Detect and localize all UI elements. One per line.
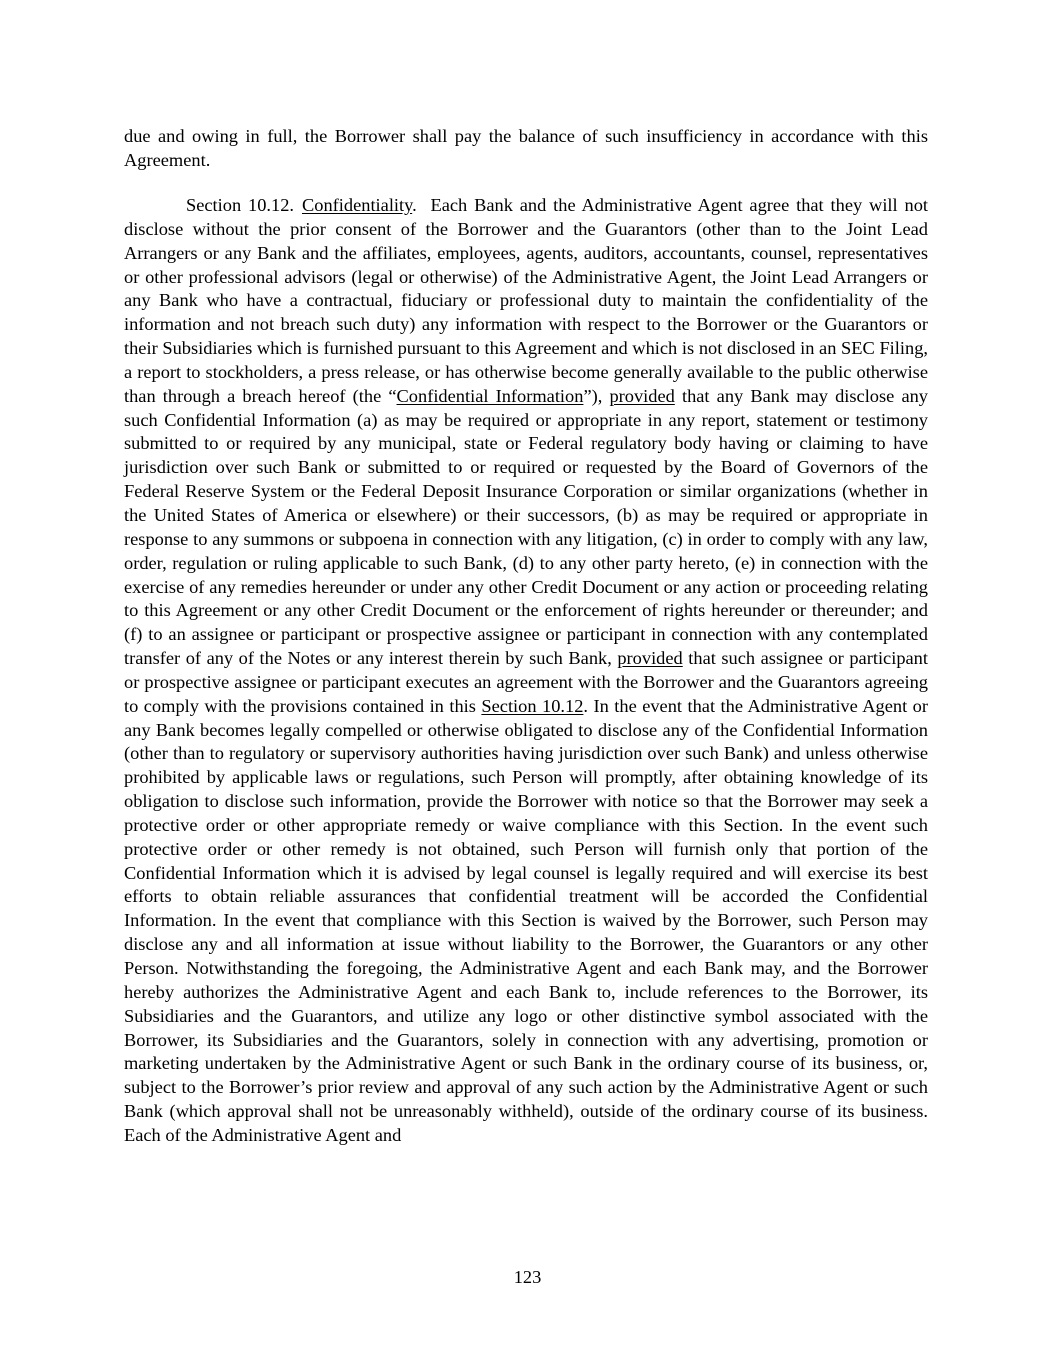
section-heading-suffix: . [412, 195, 417, 215]
section-10-12-paragraph [124, 194, 928, 1148]
page-number: 123 [513, 1267, 542, 1287]
section-text-4: that such assignee or participant or prospective assignee or participant executes an agreement with the Borrower and the Guarantors agreeing to comply with the provisions contained in this [124, 648, 928, 716]
section-number: Section 10.12. [186, 195, 294, 215]
section-text-3: that any Bank may disclose any such Confidential Information (a) as may be required or appropriate in any report, statement or testimony submitted to or required by any municipal, state or Federal regulatory body having or claiming to have jurisdiction over such Bank or submitted to or required or requested by the Board of Governors of the Federal Reserve System or the Federal Deposit Insurance Corporation or similar organizations (whether in the United States of America or elsewhere) or their successors, (b) as may be required or appropriate in response to any summons or subpoena in connection with any litigation, (c) in order to comply with any law, order, regulation or ruling applicable to such Bank, (d) to any other party hereto, (e) in connection with the exercise of any remedies hereunder or under any other Credit Document or any action or proceeding relating to this Agreement or any other Credit Document or the enforcement of rights hereunder or thereunder; and (f) to an assignee or participant or prospective assignee or participant in connection with any contemplated transfer of any of the Notes or any interest therein by such Bank, [124, 385, 929, 669]
provided-term-2: provided [617, 648, 683, 669]
section-text-1: Each Bank and the Administrative Agent agree that they will not disclose without the prior consent of the Borrower and the Guarantors (other than to the Joint Lead Arrangers or any Bank and the affiliates, employees, agents, auditors, accountants, counsel, representatives or other professional advisors (legal or otherwise) of the Administrative Agent, the Joint Lead Arrangers or any Bank who have a contractual, fiduciary or professional duty to maintain the confidentiality of the information and not breach such duty) any information with respect to the Borrower or the Guarantors or their Subsidiaries which is furnished pursuant to this Agreement and which is not disclosed in an SEC Filing, a report to stockholders, a press release, or has otherwise become generally available to the public otherwise than through a breach hereof (the “ [124, 195, 929, 406]
section-cross-reference: Section 10.12 [481, 695, 584, 716]
continuation-paragraph: due and owing in full, the Borrower shall pay the balance of such insufficiency in accordance with this Agreement. [124, 126, 928, 170]
defined-term-confidential-information: Confidential Information [396, 385, 584, 406]
section-heading: Confidentiality [302, 195, 413, 215]
section-text-2: ”), [583, 385, 610, 406]
provided-term-1: provided [609, 385, 675, 406]
section-text-5: . In the event that the Administrative Agent or any Bank becomes legally compelled or otherwise obligated to disclose any of the Confidential Information (other than to regulatory or supervisory authorities having jurisdiction over such Bank) and unless otherwise prohibited by applicable laws or regulations, such Person will promptly, after obtaining knowledge of its obligation to disclose such information, provide the Borrower with notice so that the Borrower may seek a protective order or other appropriate remedy or waive compliance with this Section. In the event such protective order or other remedy is not obtained, such Person will furnish only that portion of the Confidential Information which it is advised by legal counsel is legally required and will exercise its best efforts to obtain reliable assurances that confidential treatment will be accorded the Confidential Information. In the event that compliance with this Section is waived by the Borrower, such Person may disclose any and all information at issue without liability to the Borrower, the Guarantors or any other Person. Notwithstanding the foregoing, the Administrative Agent and each Bank may, and the Borrower hereby authorizes the Administrative Agent and each Bank to, include references to the Borrower, its Subsidiaries and the Guarantors, and utilize any logo or other distinctive symbol associated with the Borrower, its Subsidiaries and the Guarantors, solely in connection with any advertising, promotion or marketing undertaken by the Administrative Agent or such Bank in the ordinary course of its business, or, subject to the Borrower’s prior review and approval of any such action by the Administrative Agent or such Bank (which approval shall not be unreasonably withheld), outside of the ordinary course of its business. Each of the Administrative Agent and [124, 695, 928, 1145]
